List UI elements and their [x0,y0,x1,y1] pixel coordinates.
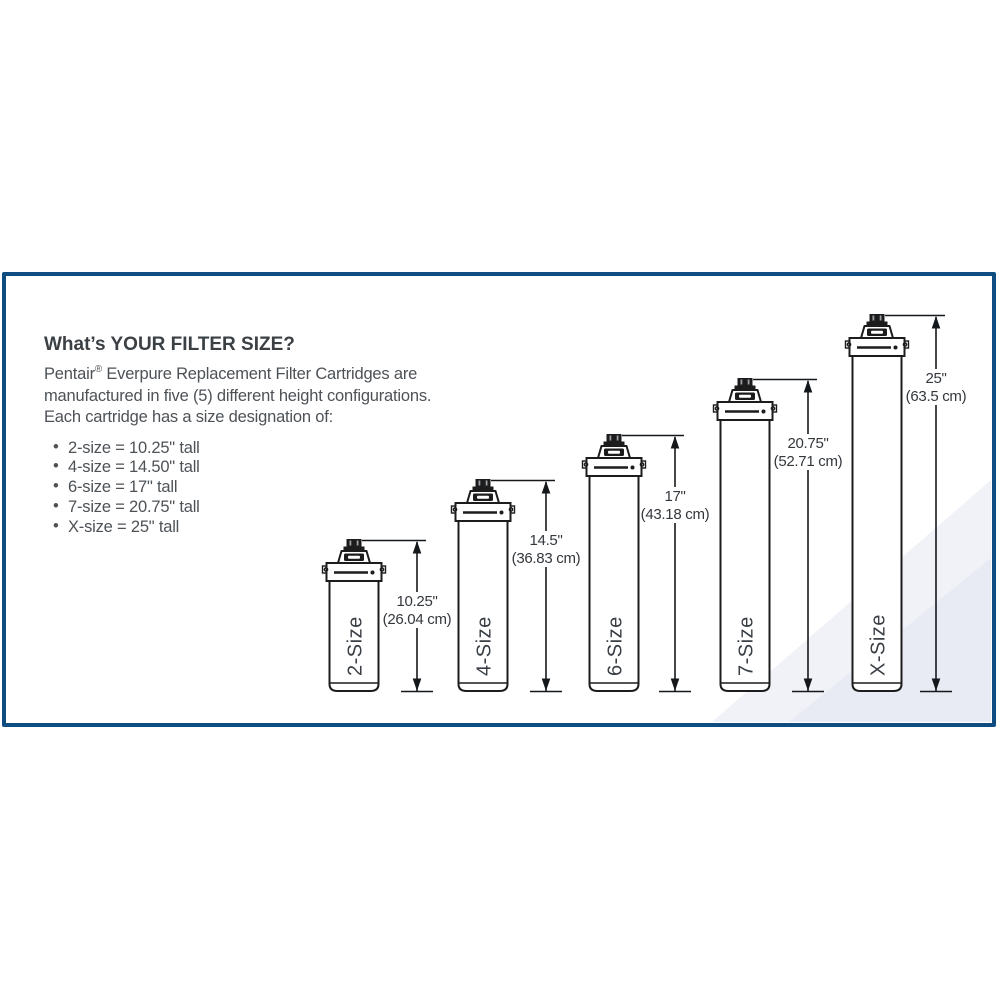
filter-size-label: 4-Size [473,616,496,676]
dimension-cm-label: (26.04 cm) [382,611,452,628]
size-list [44,439,514,538]
collar-slot-dot [894,346,898,350]
registered-mark: ® [94,363,102,375]
filter-stem [870,314,885,322]
dimension-cm-label: (36.83 cm) [511,550,581,567]
dimension-arrow-down-icon [671,679,680,692]
brand-name: Pentair [44,365,95,383]
size-list-item: • 4-size = 14.50" tall [68,458,514,478]
filter-stem [347,539,362,547]
stem-base [867,322,888,327]
stem-base [735,386,756,391]
filter-size-label: 6-Size [604,616,627,676]
cap-slot-inner [608,451,620,454]
intro-line-3: Each cartridge has a size designation of: [44,408,333,426]
dimension-inches-label: 14.5" [529,532,563,549]
size-list-item: • X-size = 25" tall [68,518,514,538]
intro-line-2: manufactured in five (5) different height configurations. [44,386,432,405]
dimension-inches-label: 20.75" [787,435,829,452]
cap-slot-inner [739,395,751,398]
dimension-arrow-up-icon [804,380,813,393]
stem-ridge [357,541,359,546]
dimension-inches-label: 25" [925,370,947,387]
collar-slot-dot [762,410,766,414]
filter-size-label: X-Size [867,614,890,676]
intro-line-1-rest: Everpure Replacement Filter Cartridges are [101,365,418,383]
stem-ridge [617,436,619,441]
dimension-cm-label: (52.71 cm) [773,453,843,470]
size-list-item: • 6-size = 17" tall [68,478,514,498]
dimension-arrow-down-icon [413,679,422,692]
dimension-arrow-up-icon [413,541,422,554]
dimension-arrow-up-icon [932,316,941,329]
stem-base [604,442,625,447]
intro-line-1 [44,364,514,386]
size-list-item: • 7-size = 20.75" tall [68,498,514,518]
dimension-cm-label: (43.18 cm) [640,506,710,523]
filter-stem [738,378,753,386]
copy-block [44,333,514,537]
collar-slot-dot [371,571,375,575]
dimension-arrow-up-icon [542,481,551,494]
cap-slot-inner [871,331,883,334]
size-list-item: • 2-size = 10.25" tall [68,439,514,459]
dimension-arrow-up-icon [671,436,680,449]
filter-cartridge-group [583,434,714,692]
dimension-inches-label: 17" [664,488,686,505]
filter-cartridge-group [323,539,456,692]
stem-ridge [350,541,352,546]
stem-ridge [748,380,750,385]
stem-ridge [873,316,875,321]
filter-size-label: 2-Size [344,616,367,676]
stem-ridge [880,316,882,321]
dimension-arrow-down-icon [542,679,551,692]
filter-size-label: 7-Size [735,616,758,676]
collar-slot-dot [631,466,635,470]
stem-ridge [741,380,743,385]
stem-base [344,547,365,552]
dimension-cm-label: (63.5 cm) [905,388,967,405]
stem-ridge [610,436,612,441]
dimension-inches-label: 10.25" [396,593,438,610]
page-title: What’s YOUR FILTER SIZE? [44,334,295,355]
filter-stem [607,434,622,442]
intro-paragraph [44,364,514,429]
cap-slot-inner [348,556,360,559]
